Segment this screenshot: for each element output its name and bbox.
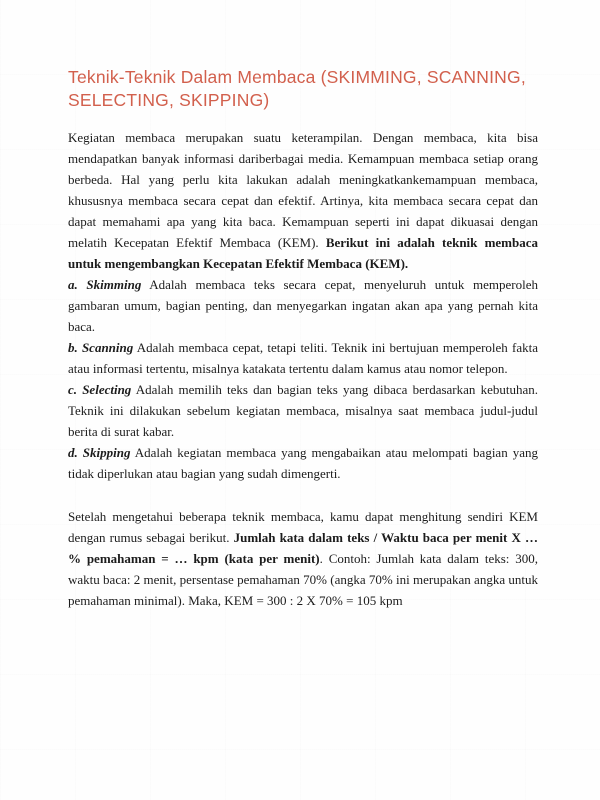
intro-text: Kegiatan membaca merupakan suatu keterampilan. Dengan membaca, kita bisa mendapatkan banyak informasi dariberbagai media. Kemampuan membaca setiap orang berbeda. Hal yang perlu kita lakukan adalah meningkatkankemampuan membaca, khususnya membaca secara cepat dan efektif. Artinya, kita membaca secara cepat dan dapat memahami apa yang kita baca. Kemampuan seperti ini dapat dikuasai dengan melatih Kecepatan Efektif Membaca (KEM). bbox=[68, 130, 538, 250]
technique-item-skipping bbox=[68, 442, 538, 484]
closing-text-after: . Contoh: Jumlah kata dalam teks: 300, waktu baca: 2 menit, persentase pemahaman 70% (angka 70% ini merupakan angka untuk pemahaman minimal). Maka, KEM = 300 : 2 X 70% = 105 kpm bbox=[68, 551, 538, 608]
technique-description-skipping: Adalah kegiatan membaca yang mengabaikan atau melompati bagian yang tidak diperlukan atau bagian yang sudah dimengerti. bbox=[68, 445, 538, 481]
technique-description-scanning: Adalah membaca cepat, tetapi teliti. Teknik ini bertujuan memperoleh fakta atau informasi tertentu, misalnya katakata tertentu dalam kamus atau nomor telepon. bbox=[68, 340, 538, 376]
technique-item-selecting bbox=[68, 379, 538, 442]
technique-item-skimming bbox=[68, 274, 538, 337]
document-title: Teknik-Teknik Dalam Membaca (SKIMMING, SCANNING, SELECTING, SKIPPING) bbox=[68, 67, 526, 110]
intro-bold-sentence: Berikut ini adalah teknik membaca untuk mengembangkan Kecepatan Efektif Membaca (KEM). bbox=[68, 235, 538, 271]
technique-label-skimming: a. Skimming bbox=[68, 277, 142, 292]
technique-item-scanning bbox=[68, 337, 538, 379]
technique-label-scanning: b. Scanning bbox=[68, 340, 134, 355]
closing-text-before: Setelah mengetahui beberapa teknik membaca, kamu dapat menghitung sendiri KEM dengan rumus sebagai berikut. bbox=[68, 509, 538, 545]
technique-label-selecting: c. Selecting bbox=[68, 382, 132, 397]
intro-paragraph bbox=[68, 127, 538, 274]
technique-description-skimming: Adalah membaca teks secara cepat, menyeluruh untuk memperoleh gambaran umum, bagian penting, dan menyegarkan ingatan akan apa yang pernah kita baca. bbox=[68, 277, 538, 334]
closing-paragraph bbox=[68, 506, 538, 611]
technique-description-selecting: Adalah memilih teks dan bagian teks yang dibaca berdasarkan kebutuhan. Teknik ini dilakukan sebelum kegiatan membaca, misalnya saat membaca judul-judul berita di surat kabar. bbox=[68, 382, 538, 439]
technique-list bbox=[68, 274, 538, 484]
closing-formula-bold: Jumlah kata dalam teks / Waktu baca per menit X … % pemahaman = … kpm (kata per menit) bbox=[68, 530, 538, 566]
technique-label-skipping: d. Skipping bbox=[68, 445, 131, 460]
